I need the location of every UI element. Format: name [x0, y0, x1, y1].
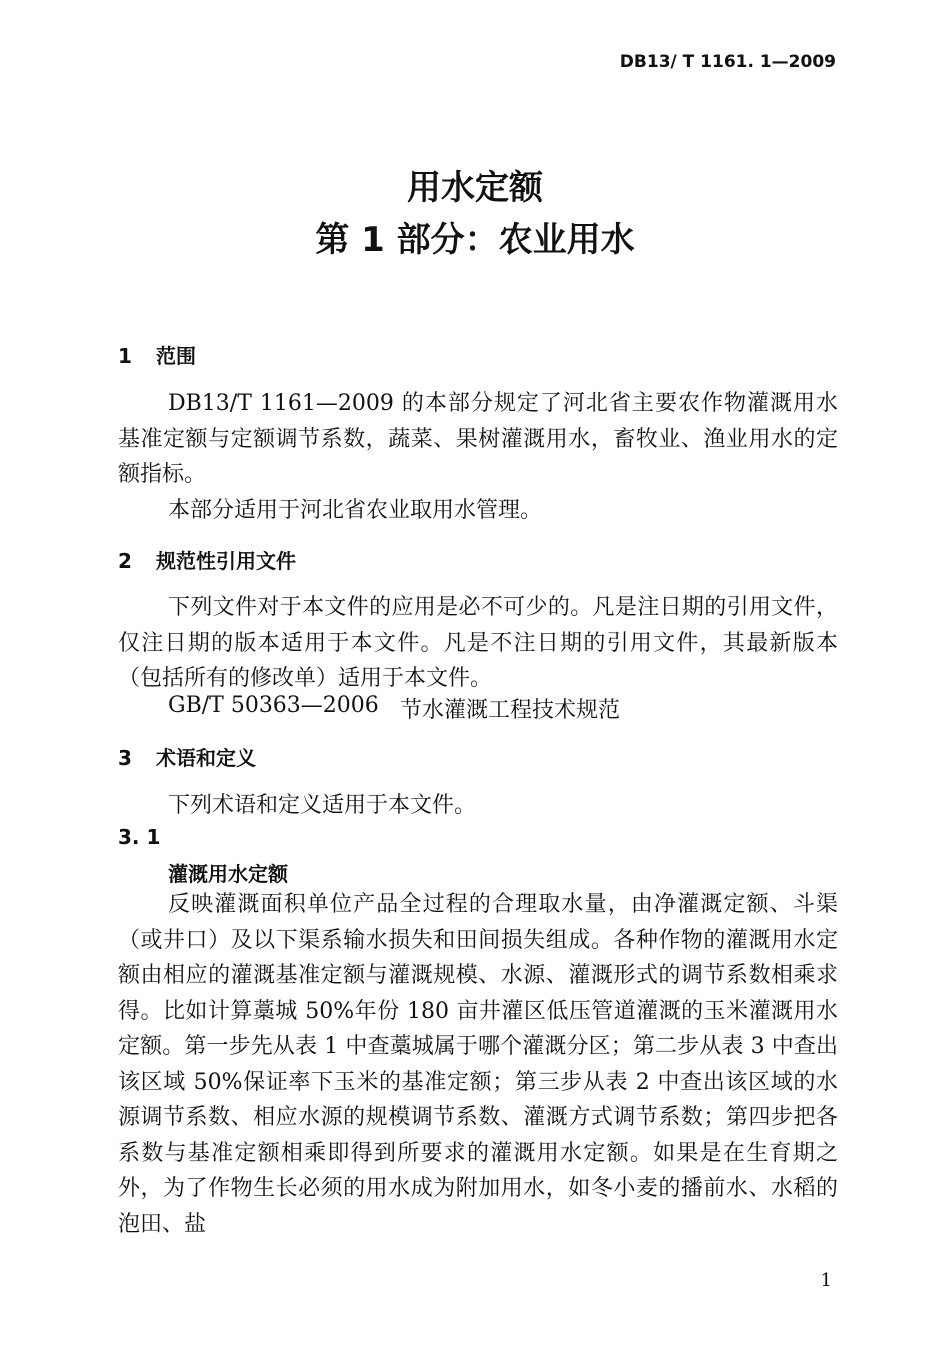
section-2-heading [118, 545, 296, 574]
section-number: 1 [118, 344, 132, 368]
document-code: DB13/ T 1161. 1—2009 [619, 52, 836, 72]
section-title: 术语和定义 [156, 746, 256, 770]
section-number: 2 [118, 549, 132, 573]
section-1-applicability: 本部分适用于河北省农业取用水管理。 [168, 498, 543, 523]
section-3-intro: 下列术语和定义适用于本文件。 [168, 793, 477, 818]
section-2-paragraph: 下列文件对于本文件的应用是必不可少的。凡是注日期的引用文件，仅注日期的版本适用于本文件。凡是不注日期的引用文件，其最新版本（包括所有的修改单）适用于本文件。 [118, 595, 838, 691]
section-1-heading [118, 340, 196, 369]
document-subtitle: 第 1 部分：农业用水 [315, 220, 635, 260]
reference-code: GB/T 50363—2006 [168, 693, 379, 718]
section-3-heading [118, 742, 256, 771]
section-title: 规范性引用文件 [156, 549, 296, 573]
reference-title: 节水灌溉工程技术规范 [400, 698, 621, 723]
section-1-paragraph: DB13/T 1161—2009 的本部分规定了河北省主要农作物灌溉用水基准定额与定额调节系数，蔬菜、果树灌溉用水，畜牧业、渔业用水的定额指标。 [118, 391, 838, 487]
section-title: 范围 [156, 344, 196, 368]
page-number: 1 [820, 1270, 832, 1291]
term-definition: 反映灌溉面积单位产品全过程的合理取水量，由净灌溉定额、斗渠（或井口）及以下渠系输水损失和田间损失组成。各种作物的灌溉用水定额由相应的灌溉基准定额与灌溉规模、水源、灌溉形式的调节系数相乘求得。比如计算藁城 50%年份 180 亩井灌区低压管道灌溉的玉米灌溉用水定额。第一步先从表 1 中查藁城属于哪个灌溉分区；第二步从表 3 中查出该区域 50%保证率下玉米的基准定额；第三步从表 2 中查出该区域的水源调节系数、相应水源的规模调节系数、灌溉方式调节系数；第四步把各系数与基准定额相乘即得到所要求的灌溉用水定额。如果是在生育期之外，为了作物生长必须的用水成为附加用水，如冬小麦的播前水、水稻的泡田、盐 [118, 892, 838, 1237]
clause-number: 3. 1 [118, 825, 161, 849]
document-title: 用水定额 [407, 168, 543, 208]
term-heading: 灌溉用水定额 [168, 862, 288, 886]
section-number: 3 [118, 746, 132, 770]
